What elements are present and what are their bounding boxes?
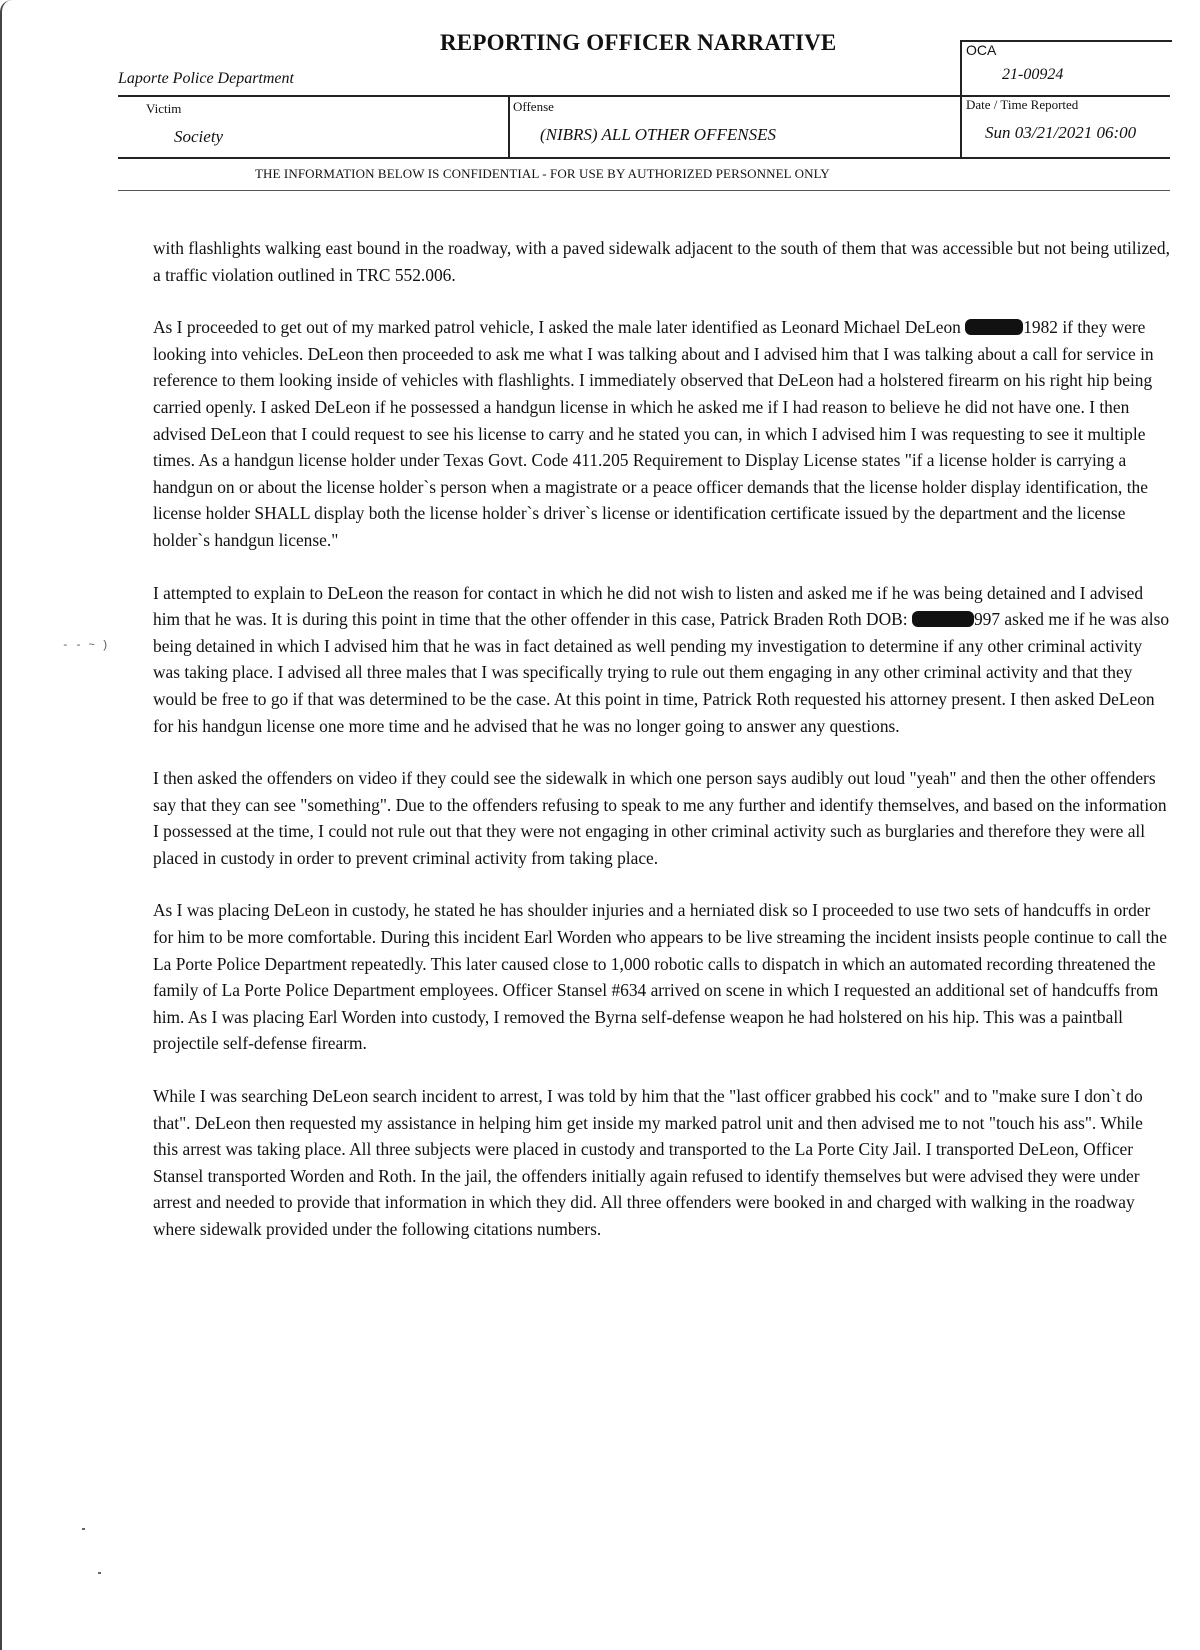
narrative-text: I attempted to explain to DeLeon the reason for contact in which he did not wish to listen and asked me if he was being detained and I advised him that he was. It is during this point in time that the other offender in this case, Patrick Braden Roth DOB: xyxy=(153,582,1144,630)
margin-mark: - - ~ ) xyxy=(62,640,109,652)
narrative-paragraph-3 xyxy=(153,580,1171,740)
victim-value: Society xyxy=(174,127,224,146)
header-rule-middle xyxy=(118,157,1170,159)
oca-label: OCA xyxy=(966,42,997,58)
narrative-body xyxy=(153,235,1171,1269)
narrative-paragraph-2 xyxy=(153,314,1171,553)
offense-value: (NIBRS) ALL OTHER OFFENSES xyxy=(540,125,776,144)
narrative-text: 1982 if they were looking into vehicles. DeLeon then proceeded to ask me what I was talking about and I advised him that I was talking about a call for service in reference to them looking inside of vehicles with flashlights. I immediately observed that DeLeon had a holstered firearm on his right hip being carried openly. I asked DeLeon if he possessed a handgun license in which he asked me if I had reason to believe he did not have one. I then advised DeLeon that I could request to see his license to carry and he stated you can, in which I advised him I was requesting to see it multiple times. As a handgun license holder under Texas Govt. Code 411.205 Requirement to Display License states "if a license holder is carrying a handgun on or about the license holder`s person when a magistrate or a peace officer demands that the license holder display identification, the license holder SHALL display both the license holder`s driver`s license or identification certificate issued by the department and the license holder`s handgun license." xyxy=(153,317,1154,550)
header-rule-bottom xyxy=(118,190,1170,191)
narrative-paragraph-6: While I was searching DeLeon search incident to arrest, I was told by him that the "last officer grabbed his cock" and to "make sure I don`t do that". DeLeon then requested my assistance in helping him get inside my marked patrol unit and then advised me to not "touch his ass". While this arrest was taking place. All three subjects were placed in custody and transported to the La Porte City Jail. I transported DeLeon, Officer Stansel transported Worden and Roth. In the jail, the offenders initially again refused to identify themselves but were advised they were under arrest and needed to provide that information in which they did. All three offenders were booked in and charged with walking in the roadway where sidewalk provided under the following citations numbers. xyxy=(153,1086,1143,1239)
narrative-paragraph-5: As I was placing DeLeon in custody, he stated he has shoulder injuries and a herniated disk so I proceeded to use two sets of handcuffs in order for him to be more comfortable. During this incident Earl Worden who appears to be live streaming the incident insists people continue to call the La Porte Police Department repeatedly. This later caused close to 1,000 robotic calls to dispatch in which an automated recording threatened the family of La Porte Police Department employees. Officer Stansel #634 arrived on scene in which I requested an additional set of handcuffs from him. As I was placing Earl Worden into custody, I removed the Byrna self-defense weapon he had holstered on his hip. This was a paintball projectile self-defense firearm. xyxy=(153,900,1167,1054)
victim-label: Victim xyxy=(146,101,182,116)
offense-label: Offense xyxy=(513,99,554,114)
oca-value: 21-00924 xyxy=(1002,66,1064,83)
narrative-paragraph-4: I then asked the offenders on video if they could see the sidewalk in which one person says audibly out loud "yeah" and then the other offenders say that they can see "something". Due to the offenders refusing to speak to me any further and identify themselves, and based on the information I possessed at the time, I could not rule out that they were not engaging in other criminal activity such as burglaries and therefore they were all placed in custody in order to prevent criminal activity from taking place. xyxy=(153,768,1167,868)
scan-speck xyxy=(98,1572,101,1574)
confidential-notice: THE INFORMATION BELOW IS CONFIDENTIAL - FOR USE BY AUTHORIZED PERSONNEL ONLY xyxy=(255,166,830,181)
report-title: REPORTING OFFICER NARRATIVE xyxy=(440,30,837,55)
narrative-paragraph-1: with flashlights walking east bound in the roadway, with a paved sidewalk adjacent to the south of them that was accessible but not being utilized, a traffic violation outlined in TRC 552.006. xyxy=(153,238,1170,285)
narrative-text: 997 asked me if he was also being detained in which I advised him that he was in fact detained as well pending my investigation to determine if any other criminal activity was taking place. I advised all three males that I was specifically trying to rule out them engaging in any other criminal activity and that they would be free to go if that was determined to be the case. At this point in time, Patrick Roth requested his attorney present. I then asked DeLeon for his handgun license one more time and he advised that he was no longer going to answer any questions. xyxy=(153,609,1170,736)
department-name: Laporte Police Department xyxy=(118,70,294,87)
scan-speck xyxy=(82,1528,85,1530)
redaction-mark xyxy=(965,319,1023,335)
date-label: Date / Time Reported xyxy=(966,97,1079,112)
narrative-text: As I proceeded to get out of my marked patrol vehicle, I asked the male later identified as Leonard Michael DeLeon xyxy=(153,317,966,338)
redaction-mark xyxy=(912,611,974,627)
date-value: Sun 03/21/2021 06:00 xyxy=(985,123,1137,142)
divider-victim-offense xyxy=(508,95,510,157)
divider-offense-date xyxy=(960,95,962,157)
scan-edge xyxy=(0,0,12,1650)
